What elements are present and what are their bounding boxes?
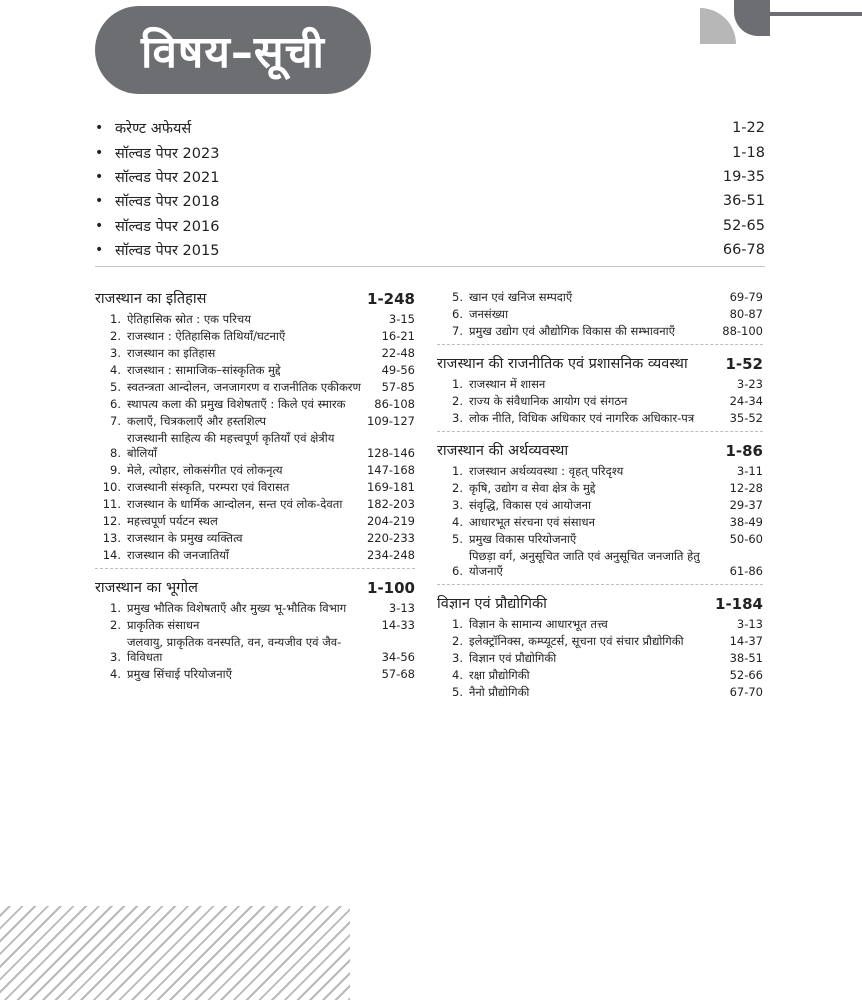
toc-item[interactable]: 12. महत्त्वपूर्ण पर्यटन स्थल 204-219	[102, 514, 415, 528]
toc-item[interactable]: 10. राजस्थानी संस्कृति, परम्परा एवं विरासत 169-181	[102, 480, 415, 494]
toc-item[interactable]: 4. प्रमुख सिंचाई परियोजनाएँ 57-68	[110, 667, 415, 681]
toc-item[interactable]: 7. कलाएँ, चित्रकलाएँ और हस्तशिल्प 109-127	[110, 414, 415, 428]
list-item[interactable]: • सॉल्वड पेपर 2016 52-65	[95, 217, 765, 235]
toc-item[interactable]: 1. राजस्थान अर्थव्यवस्था : वृहत् परिदृश्य 3-11	[452, 464, 763, 478]
toc-item[interactable]: 14. राजस्थान की जनजातियाँ 234-248	[102, 548, 415, 562]
bullet-icon: •	[95, 217, 104, 234]
toc-item[interactable]: 1. राजस्थान में शासन 3-23	[452, 377, 763, 391]
toc-item[interactable]: 7. प्रमुख उद्योग एवं औद्योगिक विकास की सम्भावनाएँ 88-100	[452, 324, 763, 338]
toc-item[interactable]: 3. राजस्थान का इतिहास 22-48	[110, 346, 415, 360]
right-column	[437, 288, 763, 702]
bullet-icon: •	[95, 120, 104, 137]
toc-item[interactable]: 1. ऐतिहासिक स्रोत : एक परिचय 3-15	[110, 312, 415, 326]
toc-item[interactable]: 8. राजस्थानी साहित्य की महत्त्वपूर्ण कृतियाँ एवं क्षेत्रीय बोलियाँ 128-146	[110, 431, 415, 460]
bullet-icon: •	[95, 242, 104, 259]
toc-item[interactable]: 1. विज्ञान के सामान्य आधारभूत तत्त्व 3-13	[452, 617, 763, 631]
toc-item[interactable]: 6. पिछड़ा वर्ग, अनुसूचित जाति एवं अनुसूचित जनजाति हेतु योजनाएँ 61-86	[452, 549, 763, 578]
list-item[interactable]: • करेण्ट अफेयर्स 1-22	[95, 120, 765, 138]
toc-item[interactable]: 2. कृषि, उद्योग व सेवा क्षेत्र के मुद्दे 12-28	[452, 481, 763, 495]
toc-item[interactable]: 3. जलवायु, प्राकृतिक वनस्पति, वन, वन्यजीव एवं जैव-विविधता 34-56	[110, 635, 415, 664]
toc-item[interactable]: 4. आधारभूत संरचना एवं संसाधन 38-49	[452, 515, 763, 529]
toc-item[interactable]: 3. विज्ञान एवं प्रौद्योगिकी 38-51	[452, 651, 763, 665]
section-divider	[437, 344, 763, 345]
bullet-icon: •	[95, 193, 104, 210]
toc-item[interactable]: 6. जनसंख्या 80-87	[452, 307, 763, 321]
section-divider	[437, 431, 763, 432]
bullet-icon: •	[95, 168, 104, 185]
section-divider	[437, 584, 763, 585]
toc-item[interactable]: 4. रक्षा प्रौद्योगिकी 52-66	[452, 668, 763, 682]
toc-item[interactable]: 6. स्थापत्य कला की प्रमुख विशेषताएँ : किले एवं स्मारक 86-108	[110, 397, 415, 411]
toc-item[interactable]: 9. मेले, त्योहार, लोकसंगीत एवं लोकनृत्य 147-168	[110, 463, 415, 477]
toc-item[interactable]: 11. राजस्थान के धार्मिक आन्दोलन, सन्त एवं लोक-देवता 182-203	[102, 497, 415, 511]
toc-item[interactable]: 1. प्रमुख भौतिक विशेषताएँ और मुख्य भू-भौतिक विभाग 3-13	[110, 601, 415, 615]
toc-item[interactable]: 4. राजस्थान : सामाजिक–सांस्कृतिक मुद्दे 49-56	[110, 363, 415, 377]
list-item[interactable]: • सॉल्वड पेपर 2018 36-51	[95, 193, 765, 211]
toc-item[interactable]: 5. नैनो प्रौद्योगिकी 67-70	[452, 685, 763, 699]
list-item[interactable]: • सॉल्वड पेपर 2021 19-35	[95, 168, 765, 186]
toc-item[interactable]: 2. इलेक्ट्रॉनिक्स, कम्प्यूटर्स, सूचना एवं संचार प्रौद्योगिकी 14-37	[452, 634, 763, 648]
corner-decoration	[700, 0, 862, 46]
toc-item[interactable]: 5. स्वतन्त्रता आन्दोलन, जनजागरण व राजनीतिक एकीकरण 57-85	[110, 380, 415, 394]
toc-item[interactable]: 2. राजस्थान : ऐतिहासिक तिथियाँ/घटनाएँ 16-21	[110, 329, 415, 343]
section-header[interactable]: राजस्थान का इतिहास 1-248	[95, 290, 415, 308]
section-header[interactable]: राजस्थान का भूगोल 1-100	[95, 579, 415, 597]
list-item[interactable]: • सॉल्वड पेपर 2023 1-18	[95, 144, 765, 162]
left-column	[95, 288, 415, 684]
top-list	[95, 116, 765, 262]
list-item[interactable]: • सॉल्वड पेपर 2015 66-78	[95, 242, 765, 260]
toc-item[interactable]: 2. राज्य के संवैधानिक आयोग एवं संगठन 24-34	[452, 394, 763, 408]
divider	[95, 266, 765, 267]
page-title: विषय–सूची	[95, 6, 371, 94]
section-header[interactable]: राजस्थान की राजनीतिक एवं प्रशासनिक व्यवस्था 1-52	[437, 355, 763, 373]
section-divider	[95, 568, 415, 569]
bullet-icon: •	[95, 144, 104, 161]
toc-item[interactable]: 5. प्रमुख विकास परियोजनाएँ 50-60	[452, 532, 763, 546]
toc-item[interactable]: 3. संवृद्धि, विकास एवं आयोजना 29-37	[452, 498, 763, 512]
stripe-decoration	[0, 906, 350, 1000]
toc-item[interactable]: 13. राजस्थान के प्रमुख व्यक्तित्व 220-233	[102, 531, 415, 545]
toc-item[interactable]: 3. लोक नीति, विधिक अधिकार एवं नागरिक अधिकार-पत्र 35-52	[452, 411, 763, 425]
section-header[interactable]: राजस्थान की अर्थव्यवस्था 1-86	[437, 442, 763, 460]
section-header[interactable]: विज्ञान एवं प्रौद्योगिकी 1-184	[437, 595, 763, 613]
toc-item[interactable]: 5. खान एवं खनिज सम्पदाएँ 69-79	[452, 290, 763, 304]
toc-item[interactable]: 2. प्राकृतिक संसाधन 14-33	[110, 618, 415, 632]
